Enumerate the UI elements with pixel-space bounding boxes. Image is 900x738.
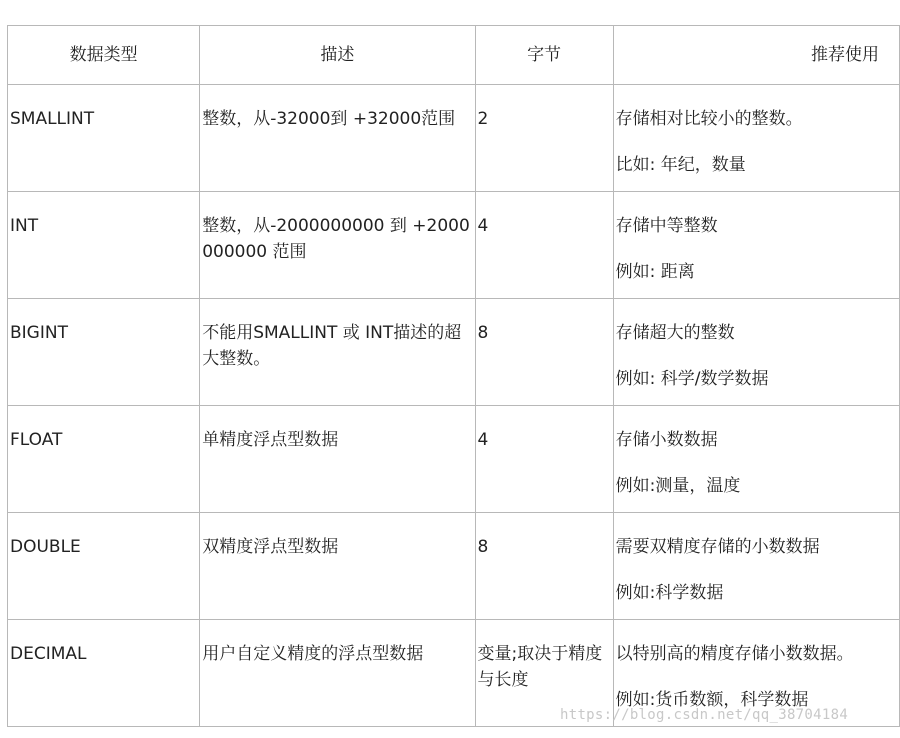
- cell-bytes: [475, 299, 613, 406]
- example-text: 例如: 科学/数学数据: [615, 369, 769, 389]
- usage-text: 存储小数数据: [615, 430, 718, 450]
- cell-description: [200, 620, 475, 727]
- usage-block: [614, 299, 899, 392]
- type-name: DOUBLE: [10, 537, 81, 557]
- header-cell-bytes: [475, 26, 613, 85]
- usage-text: 存储相对比较小的整数。: [615, 109, 803, 129]
- cell-description: [200, 192, 475, 299]
- usage-text: 存储中等整数: [615, 216, 718, 236]
- usage-block: [614, 620, 899, 713]
- data-types-table: [7, 25, 900, 727]
- bytes-text: 4: [477, 216, 489, 236]
- description-text: 单精度浮点型数据: [202, 430, 339, 450]
- cell-description: [200, 513, 475, 620]
- usage-block: [614, 192, 899, 285]
- cell-type: [8, 620, 200, 727]
- cell-description: [200, 299, 475, 406]
- cell-usage: [613, 513, 899, 620]
- watermark-url: https://blog.csdn.net/qq_38704184: [560, 707, 849, 723]
- description-text: 用户自定义精度的浮点型数据: [202, 644, 424, 664]
- example-text: 比如: 年纪，数量: [615, 155, 746, 175]
- cell-usage: [613, 299, 899, 406]
- header-cell-type: [8, 26, 200, 85]
- table-header-row: [8, 26, 900, 85]
- cell-description: [200, 85, 475, 192]
- cell-usage: [613, 406, 899, 513]
- description-text: 不能用SMALLINT 或 INT描述的超大整数。: [202, 323, 462, 369]
- header-label: 数据类型: [69, 45, 138, 65]
- bytes-text: 8: [477, 537, 489, 557]
- table-row: [8, 299, 900, 406]
- bytes-text: 8: [477, 323, 489, 343]
- cell-type: [8, 299, 200, 406]
- header-label: 描述: [320, 45, 355, 65]
- usage-text: 以特别高的精度存储小数数据。: [615, 644, 854, 664]
- cell-bytes: [475, 192, 613, 299]
- header-label: 推荐使用: [811, 45, 879, 65]
- usage-text: 需要双精度存储的小数数据: [615, 537, 820, 557]
- type-name: FLOAT: [10, 430, 63, 450]
- usage-block: [614, 85, 899, 178]
- table-row: [8, 85, 900, 192]
- header-label: 字节: [527, 45, 562, 65]
- cell-bytes: [475, 85, 613, 192]
- example-text: 例如: 距离: [615, 262, 695, 282]
- bytes-text: 2: [477, 109, 489, 129]
- usage-text: 存储超大的整数: [615, 323, 735, 343]
- usage-block: [614, 406, 899, 499]
- cell-type: [8, 85, 200, 192]
- cell-usage: [613, 192, 899, 299]
- table-row: [8, 192, 900, 299]
- example-text: 例如:科学数据: [615, 583, 724, 603]
- cell-type: [8, 513, 200, 620]
- cell-usage: [613, 85, 899, 192]
- cell-bytes: [475, 513, 613, 620]
- example-text: 例如:测量，温度: [615, 476, 741, 496]
- cell-bytes: [475, 406, 613, 513]
- description-text: 双精度浮点型数据: [202, 537, 339, 557]
- bytes-text: 4: [477, 430, 489, 450]
- type-name: BIGINT: [10, 323, 68, 343]
- cell-type: [8, 192, 200, 299]
- header-cell-usage: [613, 26, 899, 85]
- cell-type: [8, 406, 200, 513]
- table-row: [8, 406, 900, 513]
- cell-description: [200, 406, 475, 513]
- type-name: DECIMAL: [10, 644, 87, 664]
- table-row: [8, 513, 900, 620]
- type-name: SMALLINT: [10, 109, 95, 129]
- bytes-text: 变量;取决于精度与长度: [477, 644, 603, 690]
- type-name: INT: [10, 216, 39, 236]
- header-cell-description: [200, 26, 475, 85]
- description-text: 整数，从-2000000000 到 +2000000000 范围: [202, 216, 470, 262]
- usage-block: [614, 513, 899, 606]
- description-text: 整数，从-32000到 +32000范围: [202, 109, 456, 129]
- example-text: 例如:货币数额，科学数据: [615, 690, 809, 710]
